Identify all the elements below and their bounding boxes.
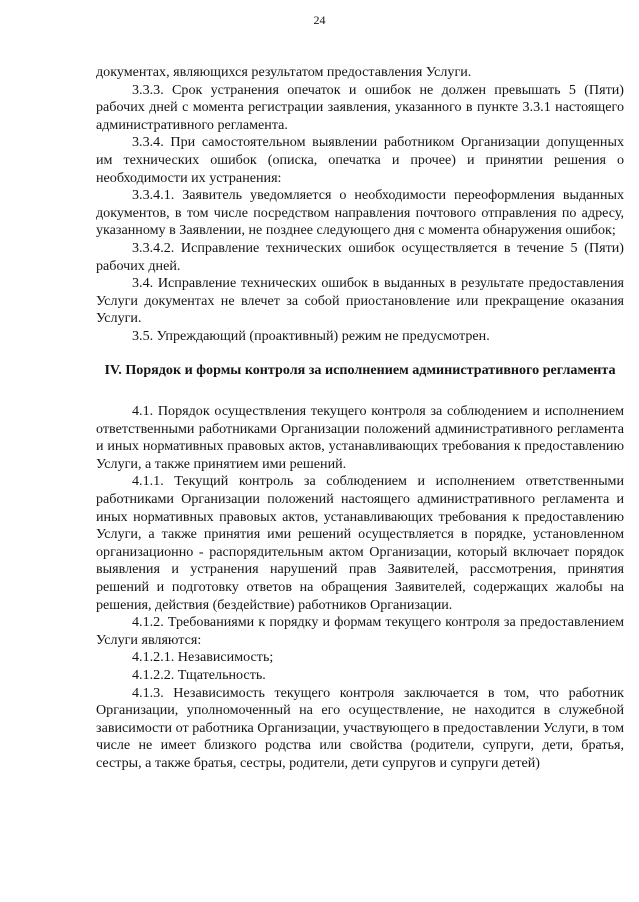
paragraph: 3.3.4.2. Исправление технических ошибок осуществляется в течение 5 (Пяти) рабочих дней. [96, 239, 624, 274]
paragraph: 4.1.2.2. Тщательность. [132, 667, 266, 683]
paragraph: документах, являющихся результатом предоставления Услуги. [96, 64, 472, 80]
section-title: IV. Порядок и формы контроля за исполнением административного регламента [104, 361, 616, 378]
paragraph: 3.3.4.1. Заявитель уведомляется о необходимости переоформления выданных документов, в том числе посредством направления почтового отправления по адресу, указанному в Заявлении, не позднее следующего дня с момента обнаружения ошибок; [96, 187, 624, 239]
paragraph: 3.3.3. Срок устранения опечаток и ошибок не должен превышать 5 (Пяти) рабочих дней с момента регистрации заявления, указанного в пункте 3.3.1 настоящего административного регламента. [96, 81, 624, 133]
paragraph: 4.1. Порядок осуществления текущего контроля за соблюдением и исполнением ответственными работниками Организации положений административного регламента и иных нормативных правовых актов, устанавливающих требования к предоставлению Услуги, а также принятием ими решений. [96, 403, 624, 472]
paragraph: 3.4. Исправление технических ошибок в выданных в результате предоставления Услуги документах не влечет за собой приостановление или прекращение оказания Услуги. [96, 275, 624, 327]
paragraph: 4.1.3. Независимость текущего контроля заключается в том, что работник Организации, уполномоченный на его осуществление, не находится в служебной зависимости от работника Организации, участвующего в предоставлении Услуги, в том числе не имеет близкого родства или свойства (родители, супруги, дети, братья, сестры, а также братья, сестры, родители, дети супругов и супруги детей) [96, 684, 624, 771]
page-number: 24 [313, 13, 326, 27]
paragraph: 3.3.4. При самостоятельном выявлении работником Организации допущенных им технических ошибок (описка, опечатка и прочее) и принятии решения о необходимости их устранения: [96, 134, 624, 186]
paragraph: 4.1.2.1. Независимость; [132, 649, 274, 666]
paragraph: 4.1.1. Текущий контроль за соблюдением и исполнением ответственными работниками Организации положений настоящего административного регламента и иных нормативных правовых актов, устанавливающих требования к предоставлению Услуги, а также принятия ими решений осуществляется в порядке, установленном организационно - распорядительным актом Организации, который включает порядок выявления и устранения нарушений прав Заявителей, рассмотрения, принятия решений и подготовку ответов на обращения Заявителей, содержащих жалобы на решения, действия (бездействие) работников Организации. [96, 473, 624, 613]
paragraph: 3.5. Упреждающий (проактивный) режим не предусмотрен. [132, 327, 490, 344]
document-body [96, 64, 624, 773]
paragraphs-bottom [96, 403, 624, 772]
paragraphs-top [96, 64, 624, 346]
paragraph: 4.1.2. Требованиями к порядку и формам текущего контроля за предоставлением Услуги являются: [96, 614, 624, 648]
